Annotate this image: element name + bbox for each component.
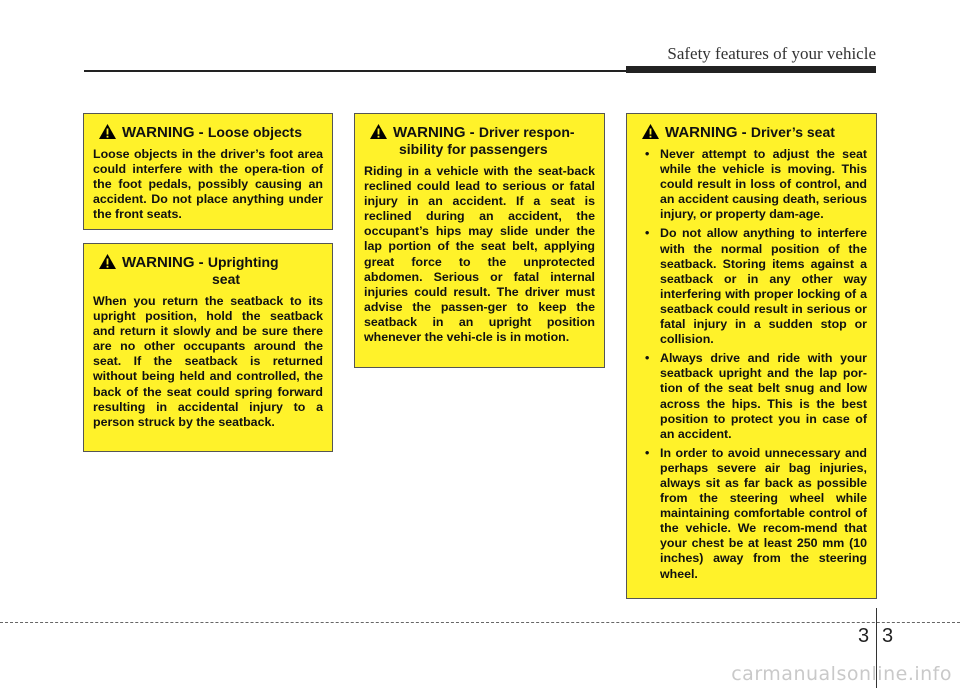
- warning-box-driver-responsibility: [354, 113, 605, 368]
- warning-keyword: WARNING: [393, 124, 466, 141]
- warning-triangle-icon: [370, 124, 387, 139]
- warning-title: WARNING - Loose objects: [93, 124, 323, 141]
- page-number: 3: [882, 625, 894, 647]
- warning-bullet-list: [636, 147, 867, 582]
- warning-box-loose-objects: [83, 113, 333, 230]
- warning-text: When you return the seatback to its upright position, hold the seatback and return it slowly and be sure there are no other occupants around the seat. If the seatback is returned without being held and controlled, the back of the seat could spring forward resulting in accidental injury to a person struck by the seatback.: [93, 294, 323, 429]
- warning-triangle-icon: [99, 254, 116, 269]
- section-title: Safety features of your vehicle: [667, 44, 876, 63]
- watermark: carmanualsonline.info: [731, 663, 952, 685]
- warning-triangle-icon: [99, 124, 116, 139]
- warning-subject: Driver’s seat: [750, 124, 835, 140]
- list-item: • Never attempt to adjust the seat while the vehicle is moving. This could result in loss of control, and an accident causing death, serious injury, or property dam-age.: [636, 147, 867, 222]
- warning-title: WARNING - Uprighting seat: [93, 254, 323, 288]
- warning-box-drivers-seat: [626, 113, 877, 599]
- list-item: • Always drive and ride with your seatback upright and the lap por-tion of the seat belt snug and low across the hips. This is the best position to protect you in case of an accident.: [636, 351, 867, 442]
- warning-keyword: WARNING: [665, 124, 738, 141]
- warning-title: WARNING - Driver’s seat: [636, 124, 867, 141]
- list-item: • In order to avoid unnecessary and perhaps severe air bag injuries, always sit as far back as possible from the steering wheel while maintaining comfortable control of the vehicle. We recom-mend that your chest be at least 250 mm (10 inches) away from the steering wheel.: [636, 446, 867, 582]
- warning-box-uprighting-seat: [83, 243, 333, 452]
- warning-keyword: WARNING: [122, 124, 195, 141]
- footer-rule: [0, 622, 960, 623]
- chapter-number: 3: [858, 625, 870, 647]
- warning-subject: Uprighting: [207, 254, 279, 270]
- warning-text: Loose objects in the driver’s foot area could interfere with the opera-tion of the foot pedals, possibly causing an accident. Do not place anything under the front seats.: [93, 147, 323, 222]
- warning-subject: Driver respon-: [478, 124, 575, 140]
- warning-triangle-icon: [642, 124, 659, 139]
- header-rule-accent: [626, 66, 876, 73]
- warning-subject: Loose objects: [207, 124, 302, 140]
- list-item: • Do not allow anything to interfere with the normal position of the seatback. Storing items against a seatback or in any other way interfering with proper locking of a seatback could result in serious or fatal injury in a sudden stop or collision.: [636, 226, 867, 347]
- warning-title: WARNING - Driver respon- sibility for passengers: [364, 124, 595, 158]
- warning-keyword: WARNING: [122, 254, 195, 271]
- warning-text: Riding in a vehicle with the seat-back reclined could lead to serious or fatal injury in an accident. If a seat is reclined during an accident, the occupant’s hips may slide under the lap portion of the seat belt, applying great force to the unprotected abdomen. Serious or fatal internal injuries could result. The driver must advise the passen-ger to keep the seatback in an upright position whenever the vehi-cle is in motion.: [364, 164, 595, 345]
